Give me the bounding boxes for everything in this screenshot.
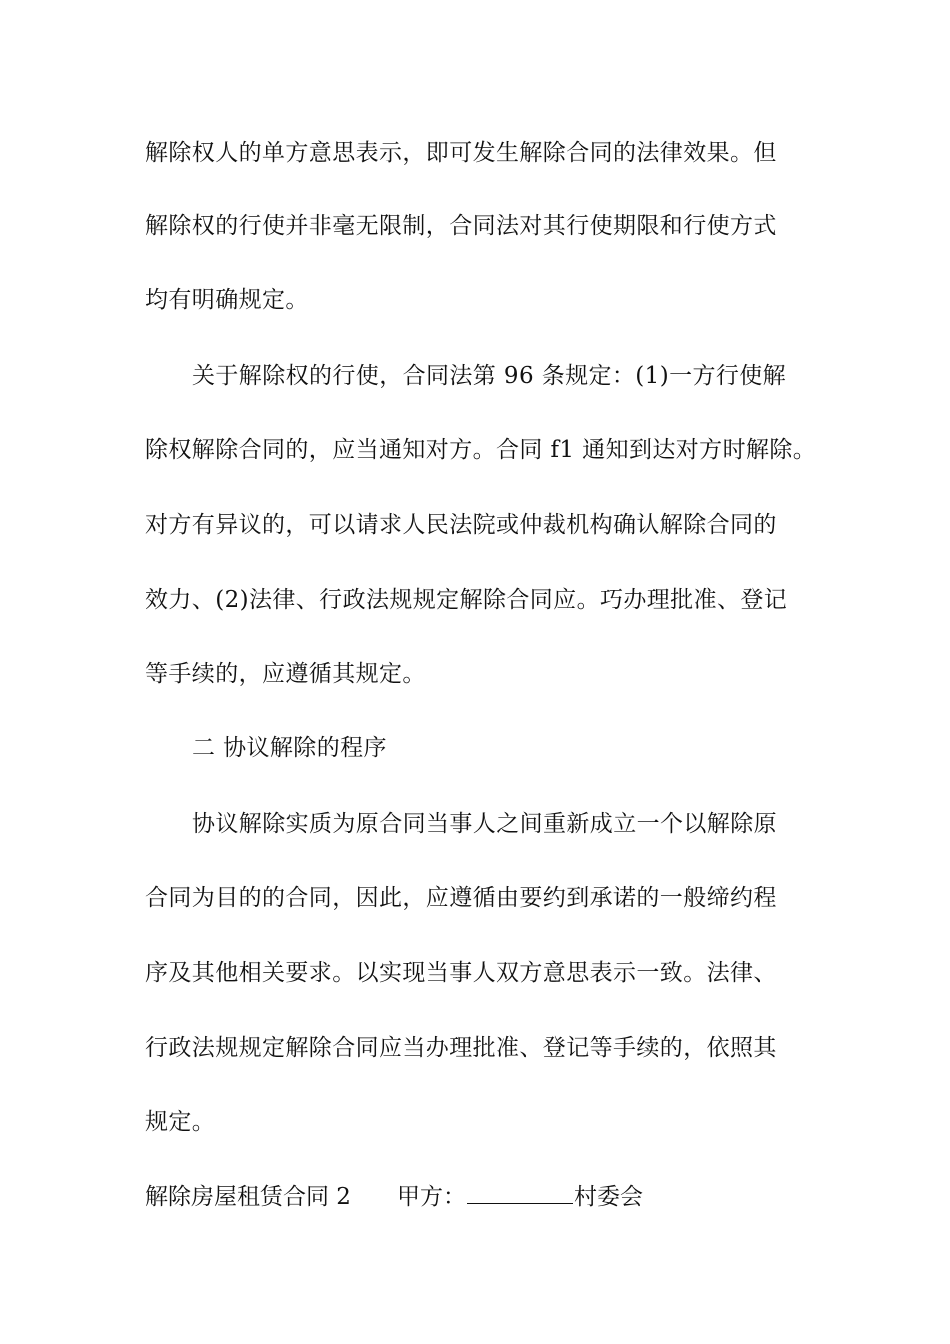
paragraph-line: 序及其他相关要求。以实现当事人双方意思表示一致。法律、 xyxy=(145,960,777,986)
party-a-suffix: 村委会 xyxy=(573,1184,643,1210)
paragraph-line: 对方有异议的，可以请求人民法院或仲裁机构确认解除合同的 xyxy=(145,512,777,538)
party-a-blank-field[interactable] xyxy=(467,1181,573,1204)
paragraph-line: 均有明确规定。 xyxy=(145,287,309,313)
paragraph-line: 等手续的，应遵循其规定。 xyxy=(145,661,426,687)
paragraph-line: 关于解除权的行使，合同法第 96 条规定：(1)一方行使解 xyxy=(192,363,787,389)
contract-header-line xyxy=(145,1181,643,1212)
paragraph-line: 除权解除合同的，应当通知对方。合同 f1 通知到达对方时解除。 xyxy=(145,437,817,463)
contract-title: 解除房屋租赁合同 2 xyxy=(145,1184,351,1210)
paragraph-line: 协议解除实质为原合同当事人之间重新成立一个以解除原 xyxy=(192,811,777,837)
paragraph-line: 效力、(2)法律、行政法规规定解除合同应。巧办理批准、登记 xyxy=(145,587,788,613)
party-a-label: 甲方： xyxy=(396,1184,466,1210)
section-heading: 二 协议解除的程序 xyxy=(192,735,387,761)
paragraph-line: 规定。 xyxy=(145,1109,216,1135)
paragraph-line: 解除权的行使并非毫无限制，合同法对其行使期限和行使方式 xyxy=(145,213,777,239)
paragraph-line: 解除权人的单方意思表示，即可发生解除合同的法律效果。但 xyxy=(145,140,777,166)
paragraph-line: 行政法规规定解除合同应当办理批准、登记等手续的，依照其 xyxy=(145,1035,777,1061)
paragraph-line: 合同为目的的合同，因此，应遵循由要约到承诺的一般缔约程 xyxy=(145,885,777,911)
